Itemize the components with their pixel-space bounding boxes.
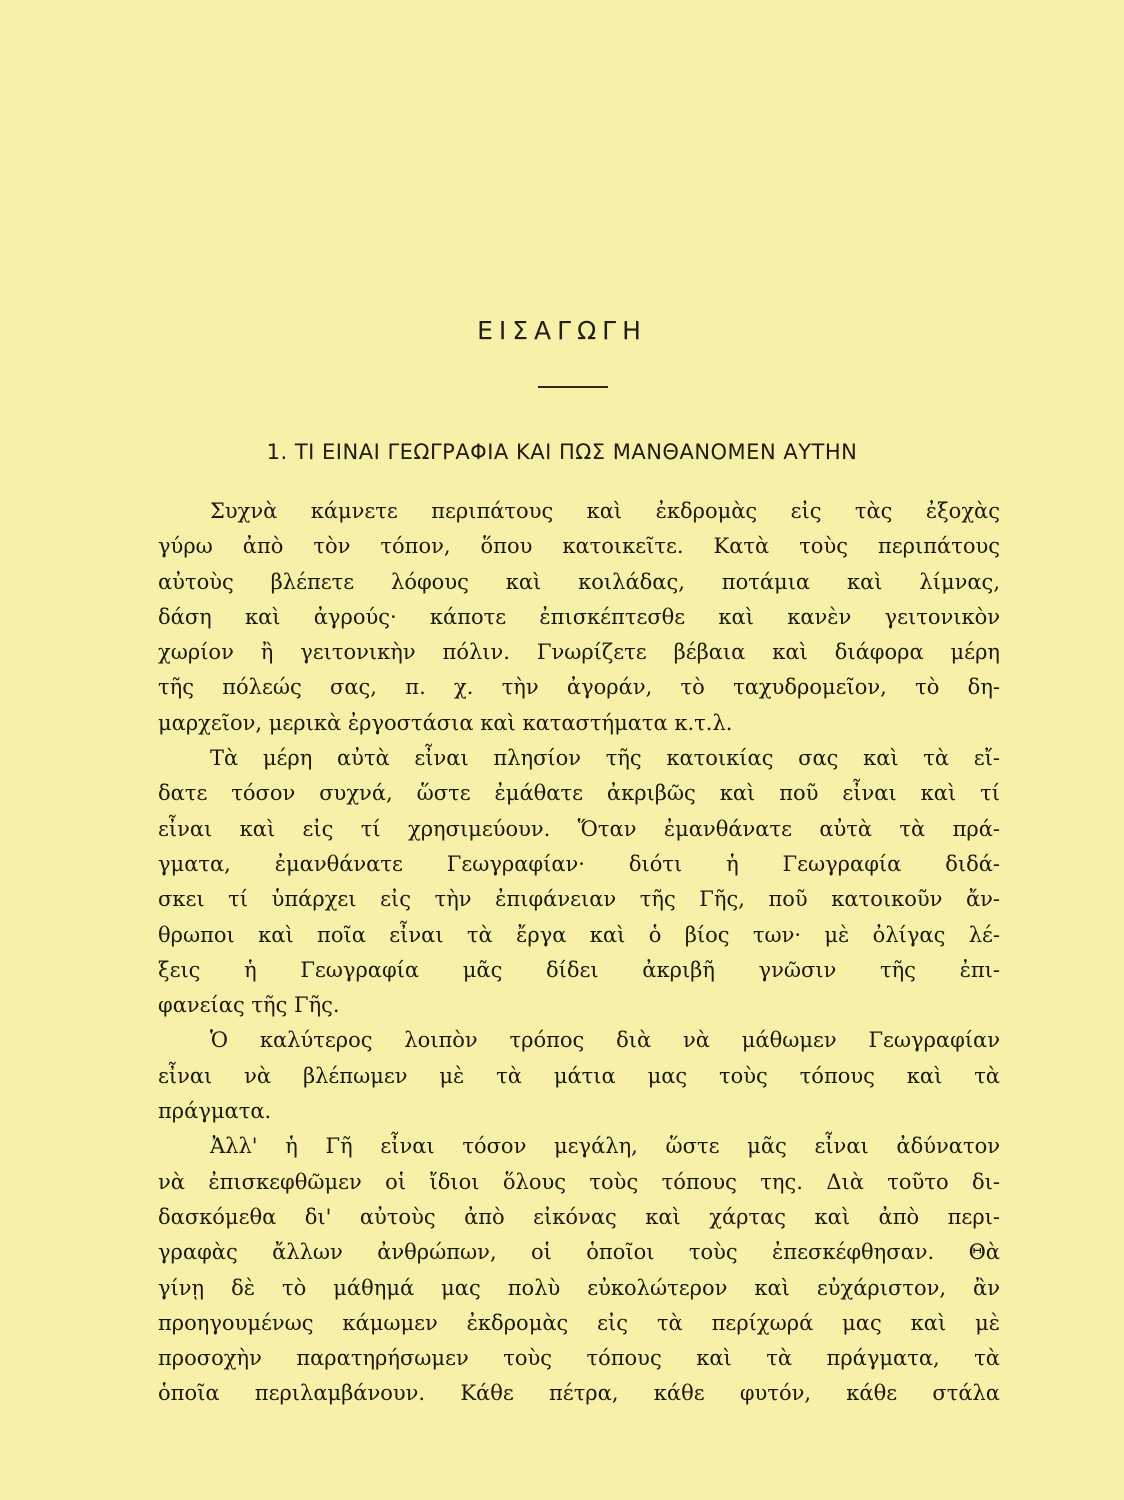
divider	[538, 386, 608, 388]
text-line: χωρίον ἢ γειτονικὴν πόλιν. Γνωρίζετε βέβαια καὶ διάφορα μέρη	[158, 640, 1000, 665]
text-line: γραφὰς ἄλλων ἀνθρώπων, οἱ ὁποῖοι τοὺς ἐπεσκέφθησαν. Θὰ	[158, 1240, 1000, 1265]
text-line: γίνῃ δὲ τὸ μάθημά μας πολὺ εὐκολώτερον καὶ εὐχάριστον, ἂν	[158, 1275, 1000, 1300]
text-line: Συχνὰ κάμνετε περιπάτους καὶ ἐκδρομὰς εἰς τὰς ἐξοχὰς	[210, 499, 1000, 523]
text-line: εἶναι καὶ εἰς τί χρησιμεύουν. Ὅταν ἐμανθάνατε αὐτὰ τὰ πρά-	[158, 816, 1000, 841]
page-title: ΕΙΣΑΓΩΓΗ	[477, 316, 647, 345]
text-line: θρωποι καὶ ποῖα εἶναι τὰ ἔργα καὶ ὁ βίος των· μὲ ὀλίγας λέ-	[158, 922, 1000, 947]
text-line: τῆς πόλεώς σας, π. χ. τὴν ἀγοράν, τὸ ταχυδρομεῖον, τὸ δη-	[158, 675, 1000, 700]
text-line: προσοχὴν παρατηρήσωμεν τοὺς τόπους καὶ τὰ πράγματα, τὰ	[158, 1346, 1000, 1371]
text-line: φανείας τῆς Γῆς.	[158, 993, 340, 1018]
text-line: δασκόμεθα δι' αὐτοὺς ἀπὸ εἰκόνας καὶ χάρτας καὶ ἀπὸ περι-	[158, 1204, 1000, 1229]
text-line: ὁποῖα περιλαμβάνουν. Κάθε πέτρα, κάθε φυτόν, κάθε στάλα	[158, 1381, 1000, 1406]
text-line: νὰ ἐπισκεφθῶμεν οἱ ἴδιοι ὅλους τοὺς τόπους της. Διὰ τοῦτο δι-	[158, 1169, 1000, 1194]
text-line: μαρχεῖον, μερικὰ ἐργοστάσια καὶ καταστήματα κ.τ.λ.	[158, 710, 733, 735]
text-line: δάση καὶ ἀγρούς· κάποτε ἐπισκέπτεσθε καὶ κανὲν γειτονικὸν	[158, 604, 1000, 629]
text-line: πράγματα.	[158, 1099, 272, 1124]
text-line: γύρω ἀπὸ τὸν τόπον, ὅπου κατοικεῖτε. Κατὰ τοὺς περιπάτους	[158, 534, 1000, 559]
text-line: προηγουμένως κάμωμεν ἐκδρομὰς εἰς τὰ περίχωρά μας καὶ μὲ	[158, 1310, 1000, 1335]
section-heading: 1. ΤΙ ΕΙΝΑΙ ΓΕΩΓΡΑΦΙΑ ΚΑΙ ΠΩΣ ΜΑΝΘΑΝΟΜΕΝ ΑΥΤΗΝ	[266, 440, 858, 464]
text-line: αὐτοὺς βλέπετε λόφους καὶ κοιλάδας, ποτάμια καὶ λίμνας,	[158, 569, 1000, 594]
text-line: γματα, ἐμανθάνατε Γεωγραφίαν· διότι ἡ Γεωγραφία διδά-	[158, 851, 1000, 876]
text-line: εἶναι νὰ βλέπωμεν μὲ τὰ μάτια μας τοὺς τόπους καὶ τὰ	[158, 1063, 1000, 1088]
body-text	[158, 494, 1000, 1412]
text-line: Ὁ καλύτερος λοιπὸν τρόπος διὰ νὰ μάθωμεν Γεωγραφίαν	[210, 1028, 1000, 1053]
text-line: ξεις ἡ Γεωγραφία μᾶς δίδει ἀκριβῆ γνῶσιν τῆς ἐπι-	[158, 957, 1000, 982]
text-line: δατε τόσον συχνά, ὥστε ἐμάθατε ἀκριβῶς καὶ ποῦ εἶναι καὶ τί	[158, 781, 1000, 806]
text-line: Ἀλλ' ἡ Γῆ εἶναι τόσον μεγάλη, ὥστε μᾶς εἶναι ἀδύνατον	[210, 1134, 1000, 1159]
text-line: Τὰ μέρη αὐτὰ εἶναι πλησίον τῆς κατοικίας σας καὶ τὰ εἴ-	[210, 746, 1000, 771]
text-line: σκει τί ὑπάρχει εἰς τὴν ἐπιφάνειαν τῆς Γῆς, ποῦ κατοικοῦν ἄν-	[158, 887, 1000, 912]
